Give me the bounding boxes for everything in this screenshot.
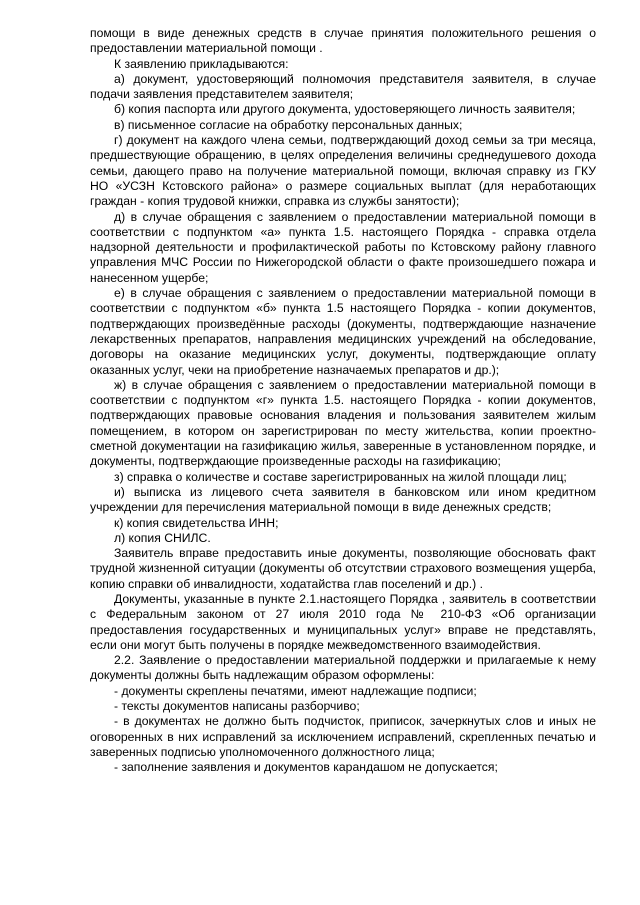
paragraph: и) выписка из лицевого счета заявителя в банковском или ином кредитном учреждении для перечисления материальной помощи в виде денежных средств; bbox=[90, 484, 596, 515]
paragraph: а) документ, удостоверяющий полномочия представителя заявителя, в случае подачи заявления представителем заявителя; bbox=[90, 71, 596, 102]
paragraph: - заполнение заявления и документов карандашом не допускается; bbox=[114, 760, 498, 775]
paragraph: 2.2. Заявление о предоставлении материальной поддержки и прилагаемые к нему документы должны быть надлежащим образом оформлены: bbox=[90, 653, 596, 683]
paragraph: г) документ на каждого члена семьи, подтверждающий доход семьи за три месяца, предшествующие обращению, в целях определения величины среднедушевого дохода семьи, дающего право на получение материальной помощи, включая справку из ГКУ НО «УСЗН Кстовского района» о размере социальных выплат (для неработающих граждан - копия трудовой книжки, справка из службы занятости); bbox=[90, 133, 596, 209]
paragraph: помощи в виде денежных средств в случае принятия положительного решения о предоставлении материальной помощи . bbox=[90, 26, 596, 56]
document-body bbox=[90, 26, 596, 776]
paragraph: к) копия свидетельства ИНН; bbox=[114, 515, 279, 530]
paragraph: - документы скреплены печатями, имеют надлежащие подписи; bbox=[114, 683, 477, 698]
paragraph: - в документах не должно быть подчисток, приписок, зачеркнутых слов и иных не оговоренных в них исправлений за исключением исправлений, скрепленных печатью и заверенных подписью уполномоченного должностного лица; bbox=[90, 714, 596, 759]
paragraph: Документы, указанные в пункте 2.1.настоящего Порядка , заявитель в соответствии с Федеральным законом от 27 июля 2010 года № 210-ФЗ «Об организации предоставления государственных и муниципальных услуг» вправе не представлять, если они могут быть получены в порядке межведомственного взаимодействия. bbox=[90, 591, 596, 652]
paragraph: д) в случае обращения с заявлением о предоставлении материальной помощи в соответствии с подпунктом «а» пункта 1.5. настоящего Порядка - справка отдела надзорной деятельности и профилактической работы по Кстовскому району главного управления МЧС России по Нижегородской области о факте произошедшего пожара и нанесенном ущербе; bbox=[90, 209, 596, 285]
paragraph: в) письменное согласие на обработку персональных данных; bbox=[114, 117, 463, 132]
paragraph: е) в случае обращения с заявлением о предоставлении материальной помощи в соответствии с подпунктом «б» пункта 1.5 настоящего Порядка - копии документов, подтверждающих произведённые расходы (документы, подтверждающие назначение лекарственных препаратов, направления медицинских учреждений на обследование, договоры на оказание медицинских услуг, документы, подтверждающие оплату оказанных услуг, чеки на приобретение назначаемых препаратов и др.); bbox=[90, 286, 596, 377]
paragraph: - тексты документов написаны разборчиво; bbox=[114, 699, 360, 714]
paragraph: К заявлению прикладываются: bbox=[114, 56, 289, 71]
paragraph: б) копия паспорта или другого документа, удостоверяющего личность заявителя; bbox=[114, 102, 576, 117]
paragraph: ж) в случае обращения с заявлением о предоставлении материальной помощи в соответствии с подпунктом «г» пункта 1.5. настоящего Порядка - копии документов, подтверждающих правовые основания владения и пользования заявителем жилым помещением, в котором он зарегистрирован по месту жительства, копии проектно-сметной документации на газификацию жилья, заверенные в установленном порядке, и документы, подтверждающие произведенные расходы на газификацию; bbox=[90, 377, 596, 469]
paragraph: з) справка о количестве и составе зарегистрированных на жилой площади лиц; bbox=[114, 469, 567, 484]
paragraph: л) копия СНИЛС. bbox=[114, 530, 211, 545]
paragraph: Заявитель вправе предоставить иные документы, позволяющие обосновать факт трудной жизненной ситуации (документы об отсутствии страхового возмещения ущерба, копию справки об инвалидности, ходатайства глав поселений и др.) . bbox=[90, 546, 596, 591]
